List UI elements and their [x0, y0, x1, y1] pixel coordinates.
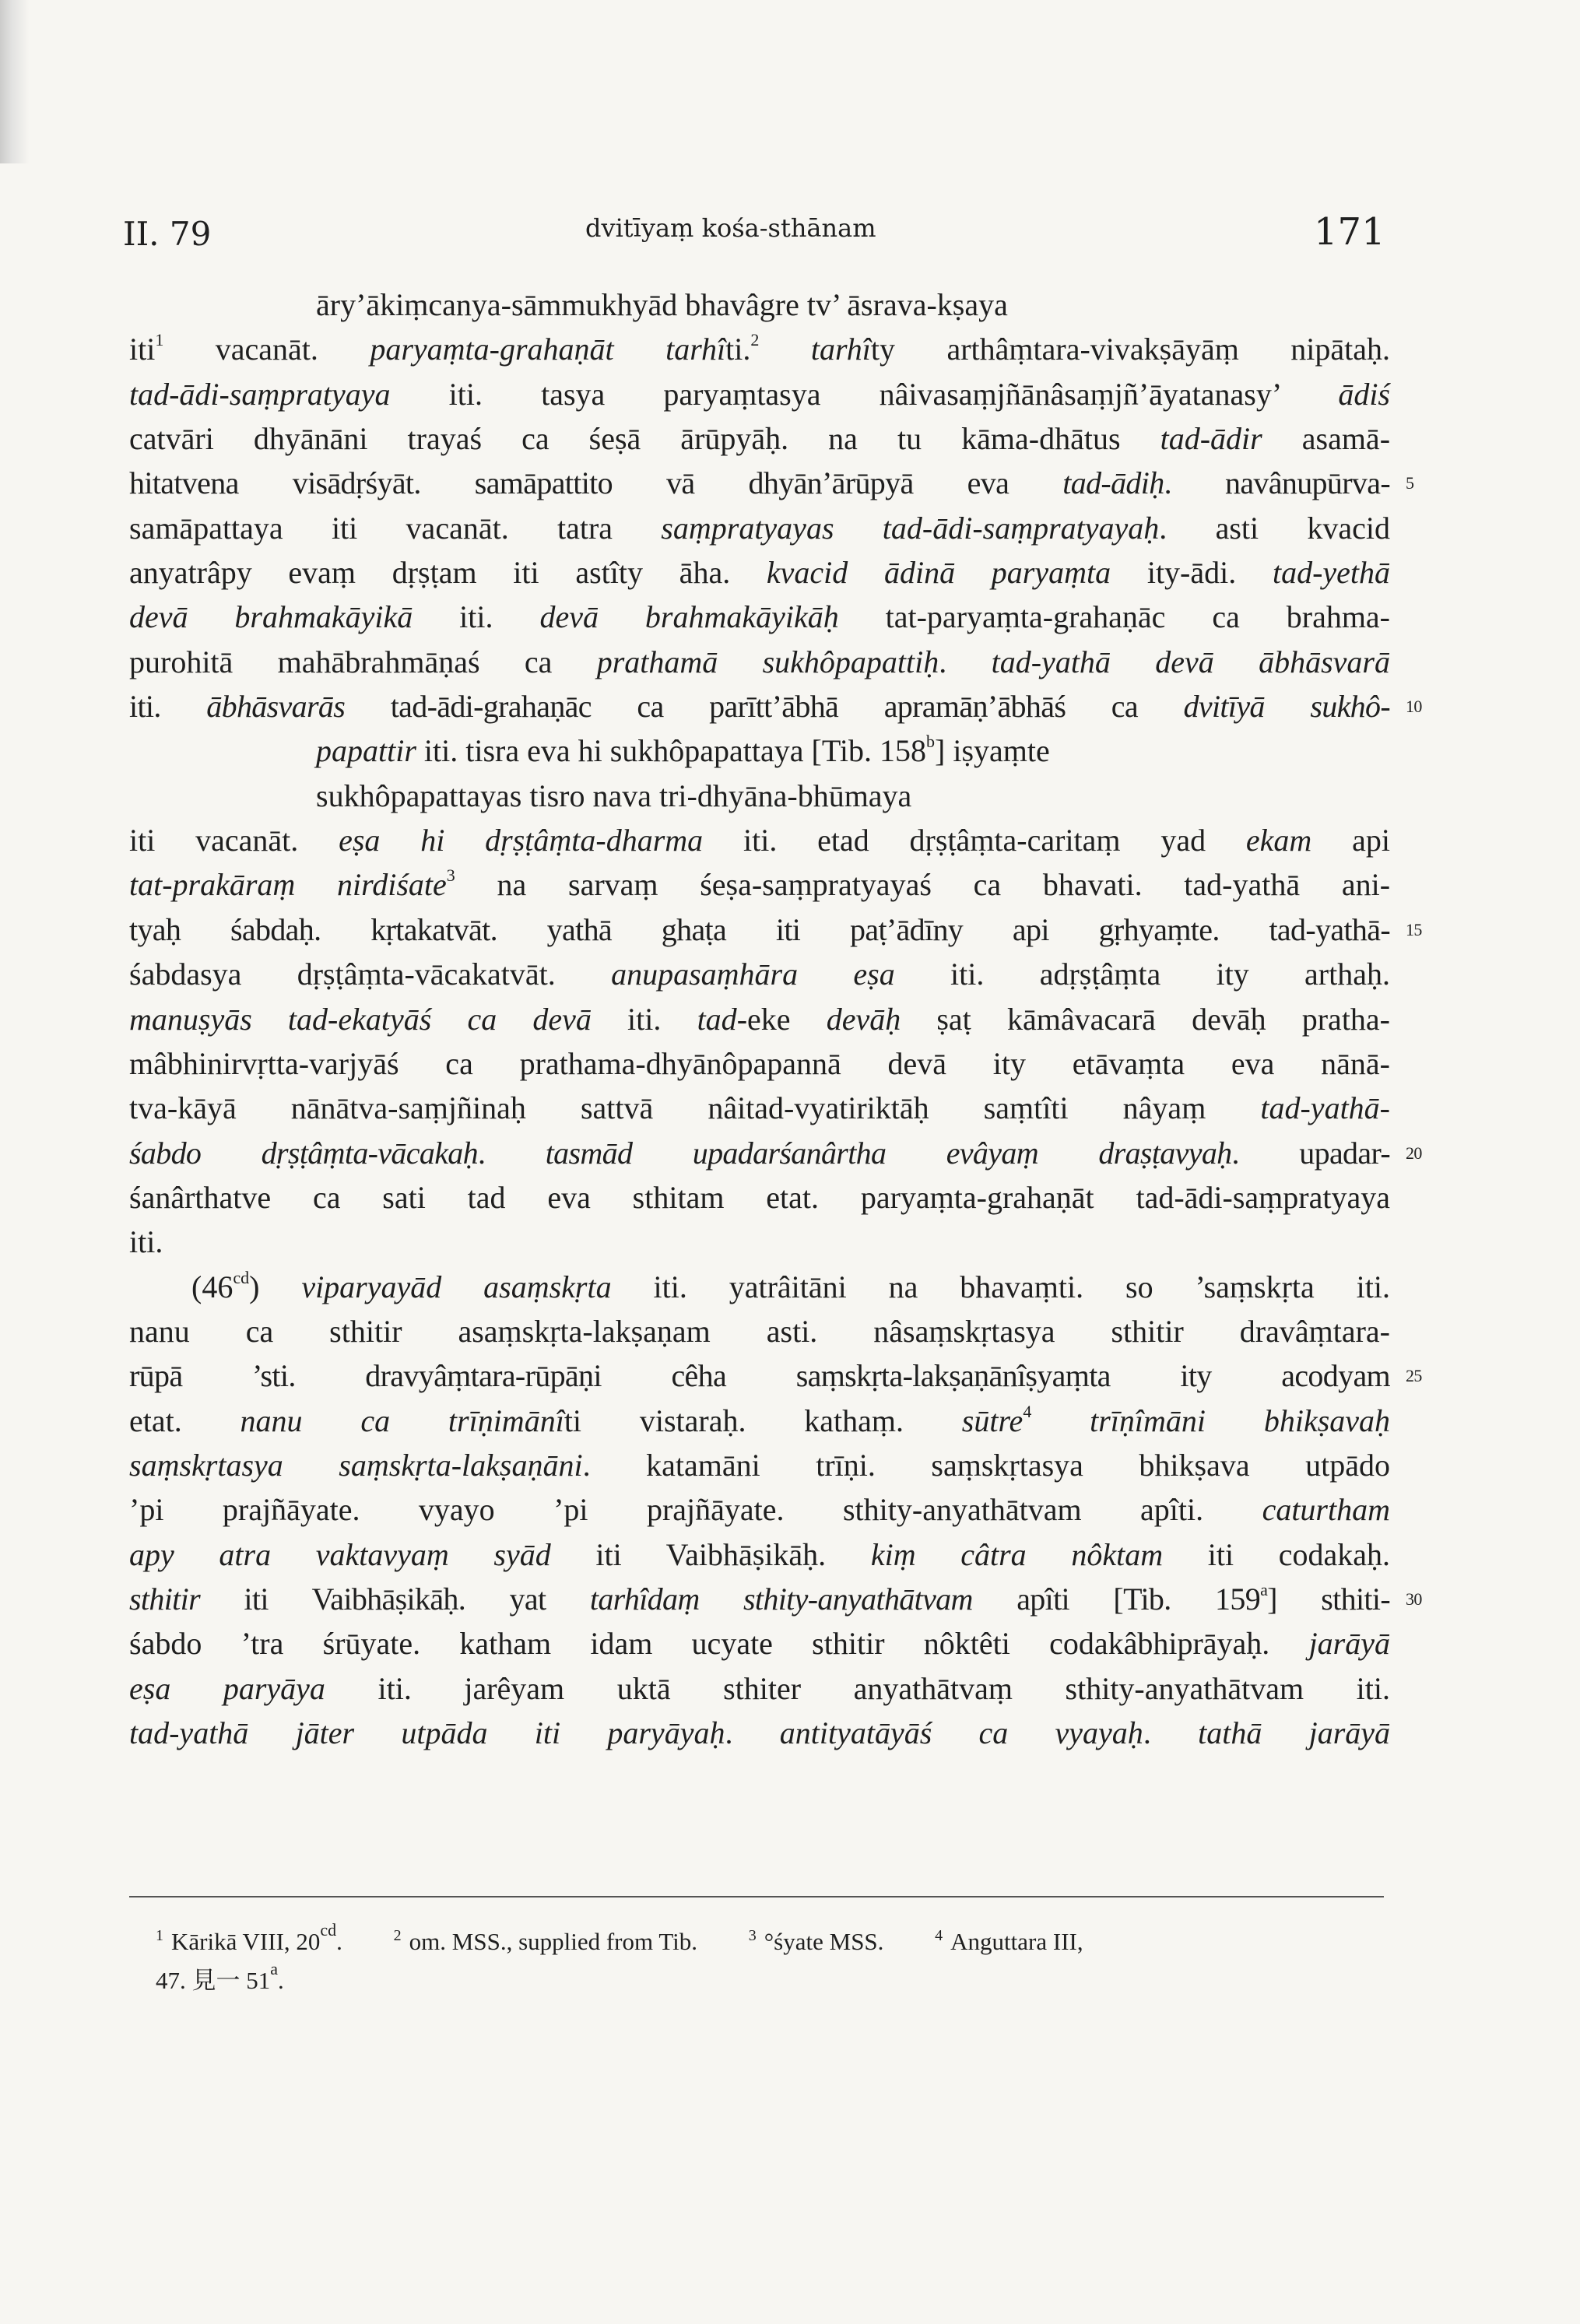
italic-segment: antityatāyāś ca vyayaḥ [779, 1715, 1143, 1750]
footnote-row-1 [156, 1916, 1370, 1961]
text-line [129, 640, 1390, 684]
footnote-1: $^1$ Kārikā VIII, $20^{cd}$. [156, 1920, 342, 1955]
text-segment: . upadar- [1231, 1135, 1390, 1171]
text-segment: ity-ādi. [1111, 555, 1273, 591]
text-line [129, 1086, 1390, 1130]
italic-segment: tathā jarāyā [1198, 1715, 1391, 1750]
text-segment: mâbhinirvṛtta-varjyāś ca prathama-dhyānôpapannā devā ity etāvaṃta eva nānā- [129, 1045, 1390, 1081]
text-segment: . [939, 644, 992, 679]
text-segment: iti Vaibhāṣikāḥ. [550, 1536, 871, 1572]
footnote-4: $^4$ Anguttara III, [935, 1927, 1083, 1955]
superscript: 1 [155, 330, 164, 350]
text-segment [1031, 1403, 1090, 1438]
italic-segment: viparyayād asaṃskṛta [301, 1269, 612, 1304]
text-segment: iti. tisra eva hi sukhôpapattaya [Tib. 158 [416, 733, 927, 769]
text-line [129, 372, 1390, 416]
text-line [129, 1666, 1390, 1711]
text-segment: iti. jarêyam uktā sthiter anyathātvaṃ sthity-anyathātvam iti. [325, 1670, 1390, 1706]
text-segment: iti [129, 332, 156, 367]
text-segment: tat-paryaṃta-grahaṇāc ca brahma- [838, 599, 1391, 635]
text-segment: purohitā mahābrahmāṇaś ca [129, 644, 597, 679]
text-segment: . katamāni trīṇi. saṃskṛtasya bhikṣava utpādo [582, 1447, 1390, 1483]
text-segment: iti. tasya paryaṃtasya nâivasaṃjñānâsaṃjñ’āyatanasy’ [390, 376, 1339, 412]
text-segment: iti. yatrâitāni na bhavaṃti. so ’saṃskṛta iti. [611, 1269, 1391, 1304]
text-line [129, 1220, 1390, 1264]
italic-segment: sthitir [129, 1581, 200, 1617]
text-segment: iti. adṛṣṭâṃta ity arthaḥ. [894, 957, 1390, 992]
italic-segment: prathamā sukhôpapattiḥ [596, 644, 939, 679]
text-segment: na sarvaṃ śeṣa-saṃpratyayaś ca bhavati. tad-yathā ani- [455, 867, 1391, 903]
text-line [129, 952, 1390, 996]
italic-segment: sūtre [961, 1402, 1023, 1438]
italic-segment: tad-ādiḥ [1062, 465, 1164, 501]
footnotes [156, 1916, 1370, 2000]
text-line [129, 1621, 1390, 1666]
line-number: 25 [1406, 1366, 1422, 1386]
italic-segment: śabdo dṛṣṭâṃta-vācakaḥ [129, 1135, 478, 1171]
text-segment: catvāri dhyānāni trayaś ca śeṣā ārūpyāḥ. na tu kāma-dhātus [129, 421, 1160, 457]
text-segment: iti. [413, 599, 540, 635]
line-number: 20 [1406, 1143, 1422, 1163]
text-line [129, 1399, 1390, 1443]
italic-segment: ādiś [1338, 376, 1390, 412]
text-line [129, 862, 1390, 907]
text-segment: api [1311, 823, 1391, 858]
superscript: 3 [446, 865, 455, 886]
italic-segment: tat-prakāraṃ nirdiśate [129, 867, 447, 903]
section-reference: II. 79 [123, 215, 212, 253]
italic-segment: kvacid ādinā paryaṃta [766, 555, 1111, 591]
text-line [129, 818, 1390, 862]
text-line [129, 774, 1390, 818]
line-number: 30 [1406, 1589, 1422, 1609]
running-header [0, 207, 1580, 262]
text-line [129, 283, 1390, 327]
italic-segment: dvitīyā sukhô- [1183, 689, 1391, 725]
italic-segment: tad [697, 1001, 737, 1037]
text-line [129, 1265, 1390, 1309]
text-line [129, 1353, 1422, 1398]
italic-segment: papattir [316, 733, 416, 769]
text-segment: tyaḥ śabdaḥ. kṛtakatvāt. yathā ghaṭa iti paṭ’ādīny api gṛhyaṃte. tad-yathā- [129, 911, 1390, 947]
text-segment: iti. etad dṛṣṭâṃta-caritaṃ yad [703, 823, 1246, 858]
text-line [129, 1131, 1422, 1175]
text-segment: ] sthiti- [1267, 1581, 1390, 1617]
text-line [129, 461, 1414, 505]
running-title: dvitīyaṃ kośa-sthānam [585, 213, 876, 243]
text-line [129, 907, 1422, 952]
text-segment: āry’ākiṃcanya-sāmmukhyād bhavâgre tv’ āsrava-kṣaya [316, 287, 1008, 322]
italic-segment: nanu ca trīṇimānî [240, 1402, 564, 1438]
italic-segment: ābhāsvarās [206, 689, 346, 725]
footnote-row-2: 47. 見一 51$^a$. [156, 1959, 284, 1994]
italic-segment: kiṃ câtra nôktam [870, 1536, 1164, 1572]
italic-segment: jarāyā [1308, 1626, 1390, 1662]
italic-segment: eṣa hi dṛṣṭâṃta-dharma [339, 823, 704, 858]
text-segment [759, 332, 810, 367]
text-segment: samāpattaya iti vacanāt. tatra [129, 510, 662, 546]
text-line [129, 684, 1422, 728]
text-segment: iti Vaibhāṣikāḥ. yat [199, 1581, 590, 1617]
text-line [129, 997, 1390, 1041]
scan-edge-shadow [0, 0, 30, 163]
text-segment: ) [249, 1269, 302, 1304]
text-line [129, 1309, 1390, 1353]
italic-segment: tad-yathā- [1260, 1090, 1390, 1126]
italic-segment: apy atra vaktavyaṃ syād [129, 1536, 551, 1572]
text-segment: iti codakaḥ. [1163, 1536, 1390, 1572]
italic-segment: tad-ādir [1160, 421, 1262, 457]
text-segment: nanu ca sthitir asaṃskṛta-lakṣaṇam asti. nâsaṃskṛtasya sthitir dravâṃtara- [129, 1313, 1390, 1349]
italic-segment: tarhîdaṃ sthity-anyathātvam [589, 1581, 973, 1617]
italic-segment: tarhî [810, 332, 871, 367]
main-text [129, 283, 1422, 1755]
text-segment: -eke [736, 1001, 827, 1037]
text-segment: iti. [591, 1001, 697, 1037]
italic-segment: tasmād upadarśanârtha evâyaṃ draṣṭavyaḥ [545, 1135, 1232, 1171]
text-segment: . asti kvacid [1159, 510, 1391, 546]
text-line [129, 550, 1390, 595]
superscript: a [1260, 1579, 1268, 1599]
text-segment: tva-kāyā nānātva-saṃjñinaḥ sattvā nâitad-vyatiriktāḥ saṃtîti nâyaṃ [129, 1090, 1261, 1126]
text-segment: vacanāt. [163, 332, 370, 367]
footnote-3: $^3$ °śyate MSS. [748, 1927, 884, 1955]
text-segment: ] iṣyaṃte [935, 733, 1050, 769]
italic-segment: devā brahmakāyikāḥ [539, 599, 839, 635]
italic-segment: saṃpratyayas tad-ādi-saṃpratyayaḥ [661, 510, 1160, 546]
footnote-2: $^2$ om. MSS., supplied from Tib. [393, 1927, 698, 1955]
italic-segment: eṣa paryāya [129, 1670, 325, 1706]
italic-segment: manuṣyās tad-ekatyāś ca devā [129, 1001, 592, 1037]
text-segment: (46 [191, 1269, 233, 1304]
italic-segment: paryaṃta-grahaṇāt tarhî [370, 332, 726, 367]
line-number: 15 [1406, 919, 1422, 939]
italic-segment: caturtham [1262, 1492, 1390, 1528]
text-segment: . navânupūrva- [1164, 465, 1390, 501]
text-segment: ti vistaraḥ. kathaṃ. [564, 1402, 962, 1438]
line-number: 10 [1406, 697, 1422, 717]
text-segment: ty arthâṃtara-vivakṣāyāṃ nipātaḥ. [870, 332, 1391, 367]
text-line [129, 1487, 1390, 1532]
text-line [129, 1532, 1390, 1577]
page-number: 171 [1314, 210, 1385, 254]
text-segment: iti. [129, 689, 207, 725]
text-line [129, 1711, 1390, 1755]
text-segment: śabdasya dṛṣṭâṃta-vācakatvāt. [129, 957, 612, 992]
text-segment: iti. [129, 1224, 163, 1260]
superscript: 4 [1023, 1401, 1032, 1421]
text-line [129, 1175, 1390, 1220]
text-segment: etat. [129, 1402, 241, 1438]
text-segment: hitatvena visādṛśyāt. samāpattito vā dhyān’ārūpyā eva [129, 465, 1063, 501]
italic-segment: anupasaṃhāra eṣa [611, 957, 895, 992]
text-segment: apîti [Tib. 159 [972, 1581, 1261, 1617]
text-segment: . [725, 1715, 780, 1750]
text-segment: ti. [725, 332, 751, 367]
text-segment: ṣaṭ kāmâvacarā devāḥ pratha- [901, 1001, 1391, 1037]
italic-segment: tad-yathā devā ābhāsvarā [991, 644, 1390, 679]
footnote-rule [129, 1896, 1384, 1897]
italic-segment: ekam [1245, 823, 1312, 858]
text-line [129, 728, 1390, 773]
text-segment: rūpā ’sti. dravyâṃtara-rūpāṇi cêha saṃskṛta-lakṣaṇānîṣyaṃta ity acodyam [129, 1358, 1390, 1394]
text-segment: . [477, 1135, 546, 1171]
italic-segment: tad-yethā [1272, 555, 1391, 591]
text-segment: asamā- [1262, 421, 1391, 457]
text-segment: anyatrâpy evaṃ dṛṣṭam iti astîty āha. [129, 555, 767, 591]
text-segment: iti vacanāt. [129, 823, 339, 858]
text-line [129, 1577, 1422, 1621]
superscript: b [926, 732, 936, 752]
italic-segment: trīṇîmāni bhikṣavaḥ [1090, 1402, 1391, 1438]
line-number: 5 [1406, 473, 1414, 493]
superscript: cd [233, 1267, 250, 1287]
italic-segment: devāḥ [826, 1001, 901, 1037]
text-line [129, 1041, 1390, 1086]
text-line [129, 595, 1390, 639]
text-segment: ’pi prajñāyate. vyayo ’pi prajñāyate. sthity-anyathātvam apîti. [129, 1492, 1262, 1528]
text-segment: śabdo ’tra śrūyate. katham idam ucyate sthitir nôktêti codakâbhiprāyaḥ. [129, 1626, 1309, 1662]
italic-segment: tad-ādi-saṃpratyaya [129, 376, 391, 412]
superscript: 2 [750, 330, 760, 350]
text-segment: śanârthatve ca sati tad eva sthitam etat. paryaṃta-grahaṇāt tad-ādi-saṃpratyaya [129, 1179, 1390, 1215]
text-line [129, 1443, 1390, 1487]
text-segment: sukhôpapattayas tisro nava tri-dhyāna-bhūmaya [316, 778, 912, 813]
italic-segment: tad-yathā jāter utpāda iti paryāyaḥ [129, 1715, 725, 1750]
text-segment: . [1143, 1715, 1199, 1750]
text-segment: tad-ādi-grahaṇāc ca parītt’ābhā apramāṇ’ābhāś ca [345, 689, 1184, 725]
italic-segment: devā brahmakāyikā [129, 599, 413, 635]
italic-segment: saṃskṛtasya saṃskṛta-lakṣaṇāni [129, 1447, 583, 1483]
text-line [129, 416, 1390, 461]
text-line [129, 506, 1390, 550]
text-line [129, 327, 1390, 371]
